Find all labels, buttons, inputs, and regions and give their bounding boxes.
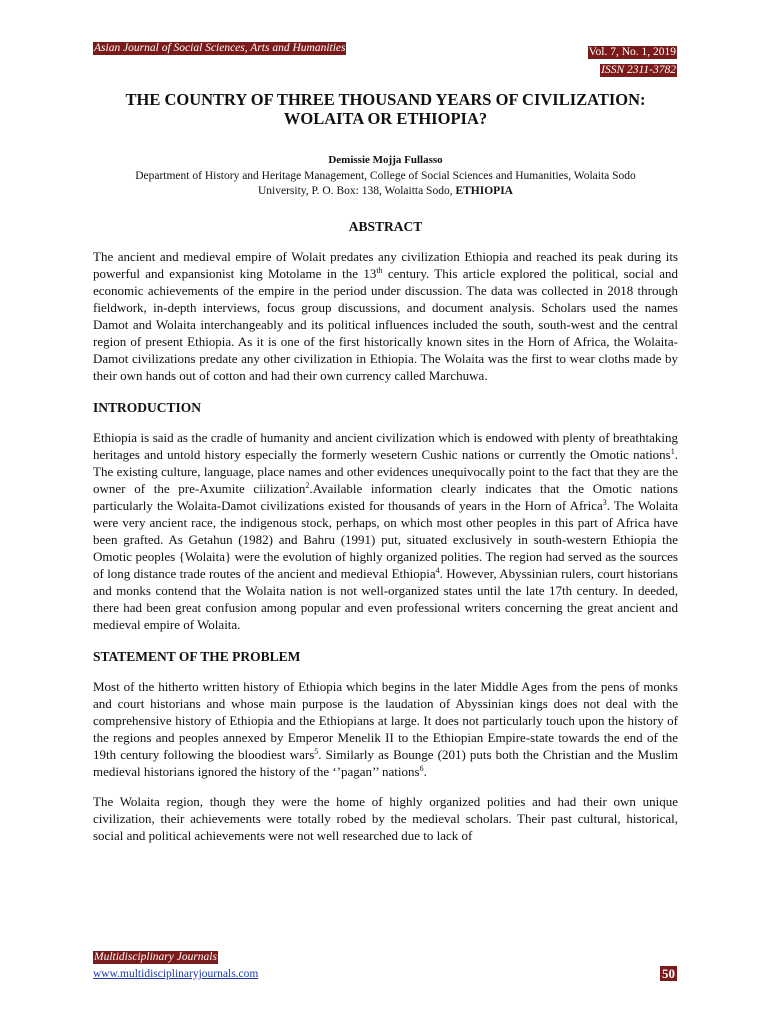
page-header <box>93 42 677 76</box>
intro-text-5: . However, Abyssinian rulers, court historians and monks contend that the Wolaita nation is not well-organized states until the late 17th century. In deeded, there had been great confusion among popular and even professional writers concerning the great ancient and medieval empire of Wolaita. <box>93 566 678 632</box>
intro-text-1: Ethiopia is said as the cradle of humanity and ancient civilization which is endowed with plenty of breathtaking heritages and untold history especially the formerly wesetern Cushic nations or currently the Omotic nations <box>93 430 678 462</box>
footnote-ref-6: 6 <box>419 764 424 773</box>
intro-text-2: . The existing culture, language, place names and other evidences unequivocally point to the fact that they are the owner of the pre-Axumite ciilization <box>93 447 678 496</box>
introduction-paragraph <box>93 429 678 633</box>
abstract-text-2: century. This article explored the political, social and economic achievements of the empire in the period under discussion. The data was collected in 2018 through fieldwork, in-depth interviews, focus group discussions, and document analysis. Scholars used the names Damot and Wolaita interchangeably and its political influences included the south, south-west and the central region of present Ethiopia. As it is one of the first historically known sites in the Horn of Africa, the Wolaita-Damot civilizations predate any other civilization in Ethiopia. The Wolaita was the first to wear cloths made by their own hands out of cotton and had their own currency called Marchuwa. <box>93 266 678 383</box>
problem-text-1: Most of the hitherto written history of Ethiopia which begins in the later Middle Ages from the pens of monks and court historians and whose main purpose is the laudation of Abyssinian kings does not deal with the comprehensive history of Ethiopia and the Ethiopians at large. It does not particularly touch upon the history of the regions and peoples annexed by Emperor Menelik II to the Ethiopian Empire-state towards the end of the 19th century following the bloodiest wars <box>93 679 678 762</box>
footer-journals: Multidisciplinary Journals <box>94 951 217 963</box>
problem-text-3: . <box>423 764 427 779</box>
issn: ISSN 2311-3782 <box>601 64 676 76</box>
author-name: Demissie Mojja Fullasso <box>328 154 443 166</box>
intro-text-4: . The Wolaita were very ancient race, the indigenous stock, perhaps, on which most other peoples in this part of Africa have been grafted. As Getahun (1982) and Bahru (1991) put, situated exclusively in south-western Ethiopia the Omotic peoples {Wolaita} were the evolution of highly organized polities. The region had served as the sources of long distance trade routes of the ancient and medieval Ethiopia <box>93 498 678 581</box>
affiliation-country: ETHIOPIA <box>455 185 513 197</box>
introduction-heading: INTRODUCTION <box>93 400 202 415</box>
volume-info <box>588 42 677 78</box>
abstract-text-1: The ancient and medieval empire of Wolait predates any civilization Ethiopia and reached its peak during its powerful and expansionist king Motolame in the 13 <box>93 249 678 281</box>
footnote-ref-1: 1 <box>670 447 675 456</box>
footnote-ref-5: 5 <box>314 747 319 756</box>
affiliation-line-2: University, P. O. Box: 138, Wolaitta Sodo, <box>258 185 456 197</box>
volume-number: Vol. 7, No. 1, 2019 <box>588 46 676 58</box>
page-footer <box>93 951 677 991</box>
article-body <box>93 90 678 844</box>
problem-heading: STATEMENT OF THE PROBLEM <box>93 649 301 664</box>
affiliation-line-1: Department of History and Heritage Management, College of Social Sciences and Humanities, Wolaita Sodo <box>135 170 636 182</box>
footnote-ref-2: 2 <box>305 481 310 490</box>
abstract-paragraph <box>93 248 678 384</box>
article-title <box>93 90 678 128</box>
superscript-th: th <box>376 266 383 275</box>
problem-text-2: . Similarly as Bounge (201) puts both the Christian and the Muslim medieval historians ignored the history of the ‘’pagan’’ nations <box>93 747 678 779</box>
title-line-1: THE COUNTRY OF THREE THOUSAND YEARS OF CIVILIZATION: <box>125 90 646 109</box>
intro-text-3: .Available information clearly indicates that the Omotic nations particularly the Wolaita-Damot civilizations existed for thousands of years in the Horn of Africa <box>93 481 678 513</box>
journal-name: Asian Journal of Social Sciences, Arts and Humanities <box>94 42 346 54</box>
author-affiliation <box>93 169 678 199</box>
footnote-ref-3: 3 <box>602 498 607 507</box>
footnote-ref-4: 4 <box>435 566 440 575</box>
title-line-2: WOLAITA OR ETHIOPIA? <box>283 109 488 128</box>
problem-paragraph-1 <box>93 678 678 780</box>
page-number: 50 <box>662 966 675 981</box>
abstract-heading: ABSTRACT <box>348 219 423 234</box>
footer-url-link[interactable]: www.multidisciplinaryjournals.com <box>93 968 259 980</box>
problem-paragraph-2: The Wolaita region, though they were the home of highly organized polities and had their own unique civilization, their achievements were totally robed by the medieval scholars. Their past cultural, historical, social and political achievements were not well researched due to lack of <box>93 794 678 843</box>
